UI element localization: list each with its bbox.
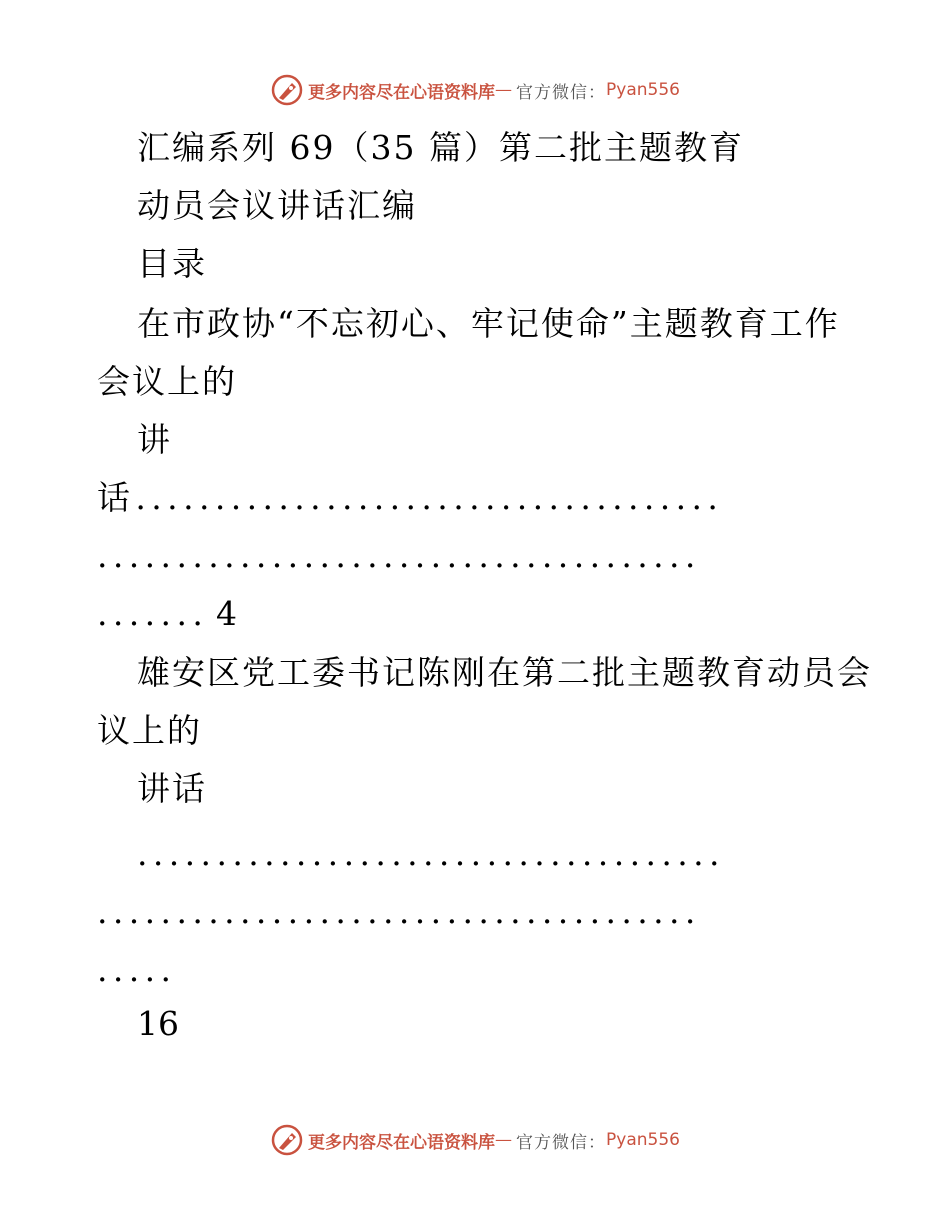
toc-entry-1-title-line-1: 在市政协“不忘初心、牢记使命”主题教育工作 xyxy=(137,304,840,343)
toc-entry-1-leader-line-1: 话..................................... xyxy=(97,478,724,517)
watermark-footer xyxy=(0,1122,950,1158)
watermark-wechat-id: Pyan556 xyxy=(606,1130,680,1150)
watermark-wechat-id: Pyan556 xyxy=(606,80,680,100)
watermark-dash: — xyxy=(495,1130,513,1150)
watermark-official-label: 官方微信： xyxy=(516,82,607,103)
toc-entry-1-leader-line-2: ...................................... xyxy=(97,536,701,575)
watermark-brand: 更多内容尽在心语资料库 xyxy=(308,82,496,103)
toc-entry-1-leader-line-3: ....... xyxy=(97,594,209,633)
toc-entry-1-title-line-2: 会议上的 xyxy=(97,362,237,401)
watermark-header xyxy=(0,72,950,108)
toc-entry-1-page-number: 4 xyxy=(216,594,237,633)
toc-entry-2-title-line-3: 讲话 xyxy=(137,769,207,808)
toc-entry-2-leader-line-1: ..................................... xyxy=(137,834,725,873)
watermark-official-label: 官方微信： xyxy=(516,1132,607,1153)
toc-entry-2-leader-line-2: ...................................... xyxy=(97,892,701,931)
pen-nib-logo-icon xyxy=(270,73,304,107)
pen-nib-logo-icon xyxy=(270,1123,304,1157)
doc-title-line-1: 汇编系列 69（35 篇）第二批主题教育 xyxy=(137,128,744,167)
toc-entry-2-title-line-1: 雄安区党工委书记陈刚在第二批主题教育动员会 xyxy=(137,653,872,692)
watermark-dash: — xyxy=(495,80,513,100)
toc-entry-2-page-number: 16 xyxy=(137,1004,179,1043)
watermark-brand: 更多内容尽在心语资料库 xyxy=(308,1132,496,1153)
doc-title-line-2: 动员会议讲话汇编 xyxy=(137,186,417,225)
toc-entry-2-title-line-2: 议上的 xyxy=(97,711,202,750)
toc-entry-2-leader-line-3: ..... xyxy=(97,950,177,989)
toc-heading: 目录 xyxy=(137,244,207,283)
toc-entry-1-title-line-3: 讲 xyxy=(137,420,172,459)
